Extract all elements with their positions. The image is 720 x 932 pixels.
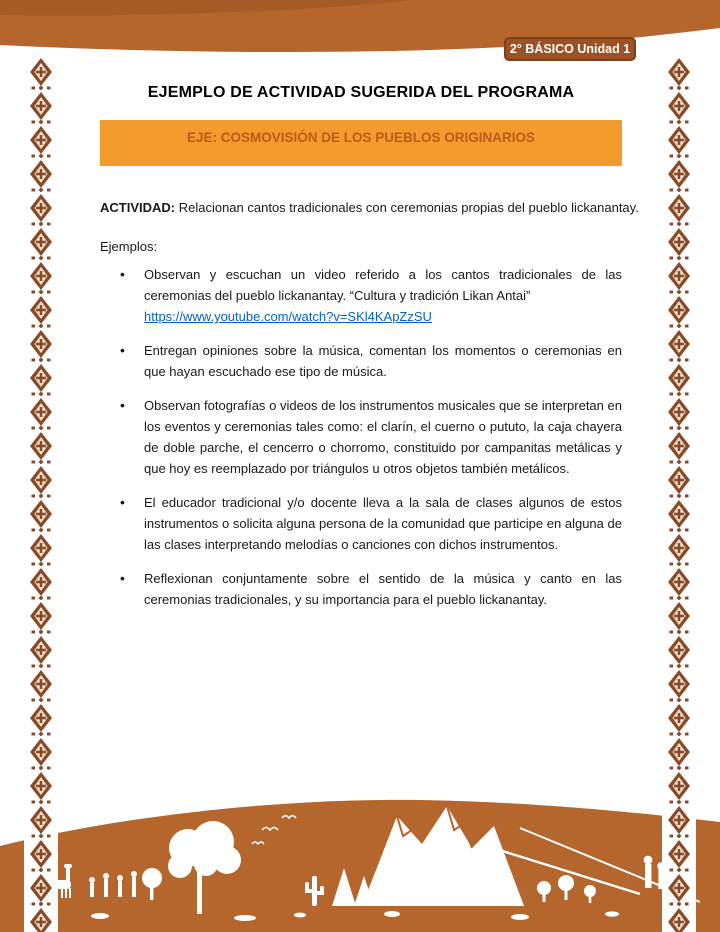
andean-pattern-icon bbox=[667, 56, 691, 932]
right-border-pattern bbox=[662, 56, 696, 932]
examples-label: Ejemplos: bbox=[100, 239, 158, 254]
list-item bbox=[144, 264, 622, 327]
footer-landscape-scene bbox=[0, 764, 720, 932]
document-content bbox=[100, 84, 639, 623]
list-item bbox=[144, 492, 622, 555]
list-item bbox=[144, 395, 622, 479]
bullet-text: Observan y escuchan un video referido a los cantos tradicionales de las ceremonias del pueblo lickanantay. “Cultura y tradición Likan Antai” bbox=[144, 267, 622, 303]
andean-pattern-icon bbox=[29, 56, 53, 932]
eje-banner: EJE: COSMOVISIÓN DE LOS PUEBLOS ORIGINARIOS bbox=[100, 120, 622, 166]
activity-text: Relacionan cantos tradicionales con ceremonias propias del pueblo lickanantay. bbox=[175, 200, 639, 215]
bullet-text: Reflexionan conjuntamente sobre el sentido de la música y canto en las ceremonias tradicionales, y su importancia para el pueblo lickanantay. bbox=[144, 571, 622, 607]
youtube-link[interactable]: https://www.youtube.com/watch?v=SKl4KApZzSU bbox=[144, 309, 432, 324]
unit-badge: 2° BÁSICO Unidad 1 bbox=[504, 37, 636, 61]
activity-label: ACTIVIDAD: bbox=[100, 200, 176, 215]
bullet-text: Observan fotografías o videos de los instrumentos musicales que se interpretan en los eventos y ceremonias tales como: el clarín, el cuerno o pututo, la caja chayera de doble parche, el cencerro o chorromo, constituido por campanitas metálicas y que hoy es reemplazado por triángulos u otros objetos también metálicos. bbox=[144, 398, 622, 476]
bullet-text: El educador tradicional y/o docente lleva a la sala de clases algunos de estos instrumentos o solicita alguna persona de la comunidad que participe en alguna de las clases interpretando melodías o canciones con dichos instrumentos. bbox=[144, 495, 622, 552]
list-item bbox=[144, 568, 622, 610]
list-item bbox=[144, 340, 622, 382]
bullet-text: Entregan opiniones sobre la música, comentan los momentos o ceremonias en que hayan escuchado ese tipo de música. bbox=[144, 343, 622, 379]
activity-line bbox=[100, 200, 639, 215]
left-border-pattern bbox=[24, 56, 58, 932]
examples-list bbox=[100, 264, 622, 610]
page-title: EJEMPLO DE ACTIVIDAD SUGERIDA DEL PROGRAMA bbox=[147, 84, 575, 101]
